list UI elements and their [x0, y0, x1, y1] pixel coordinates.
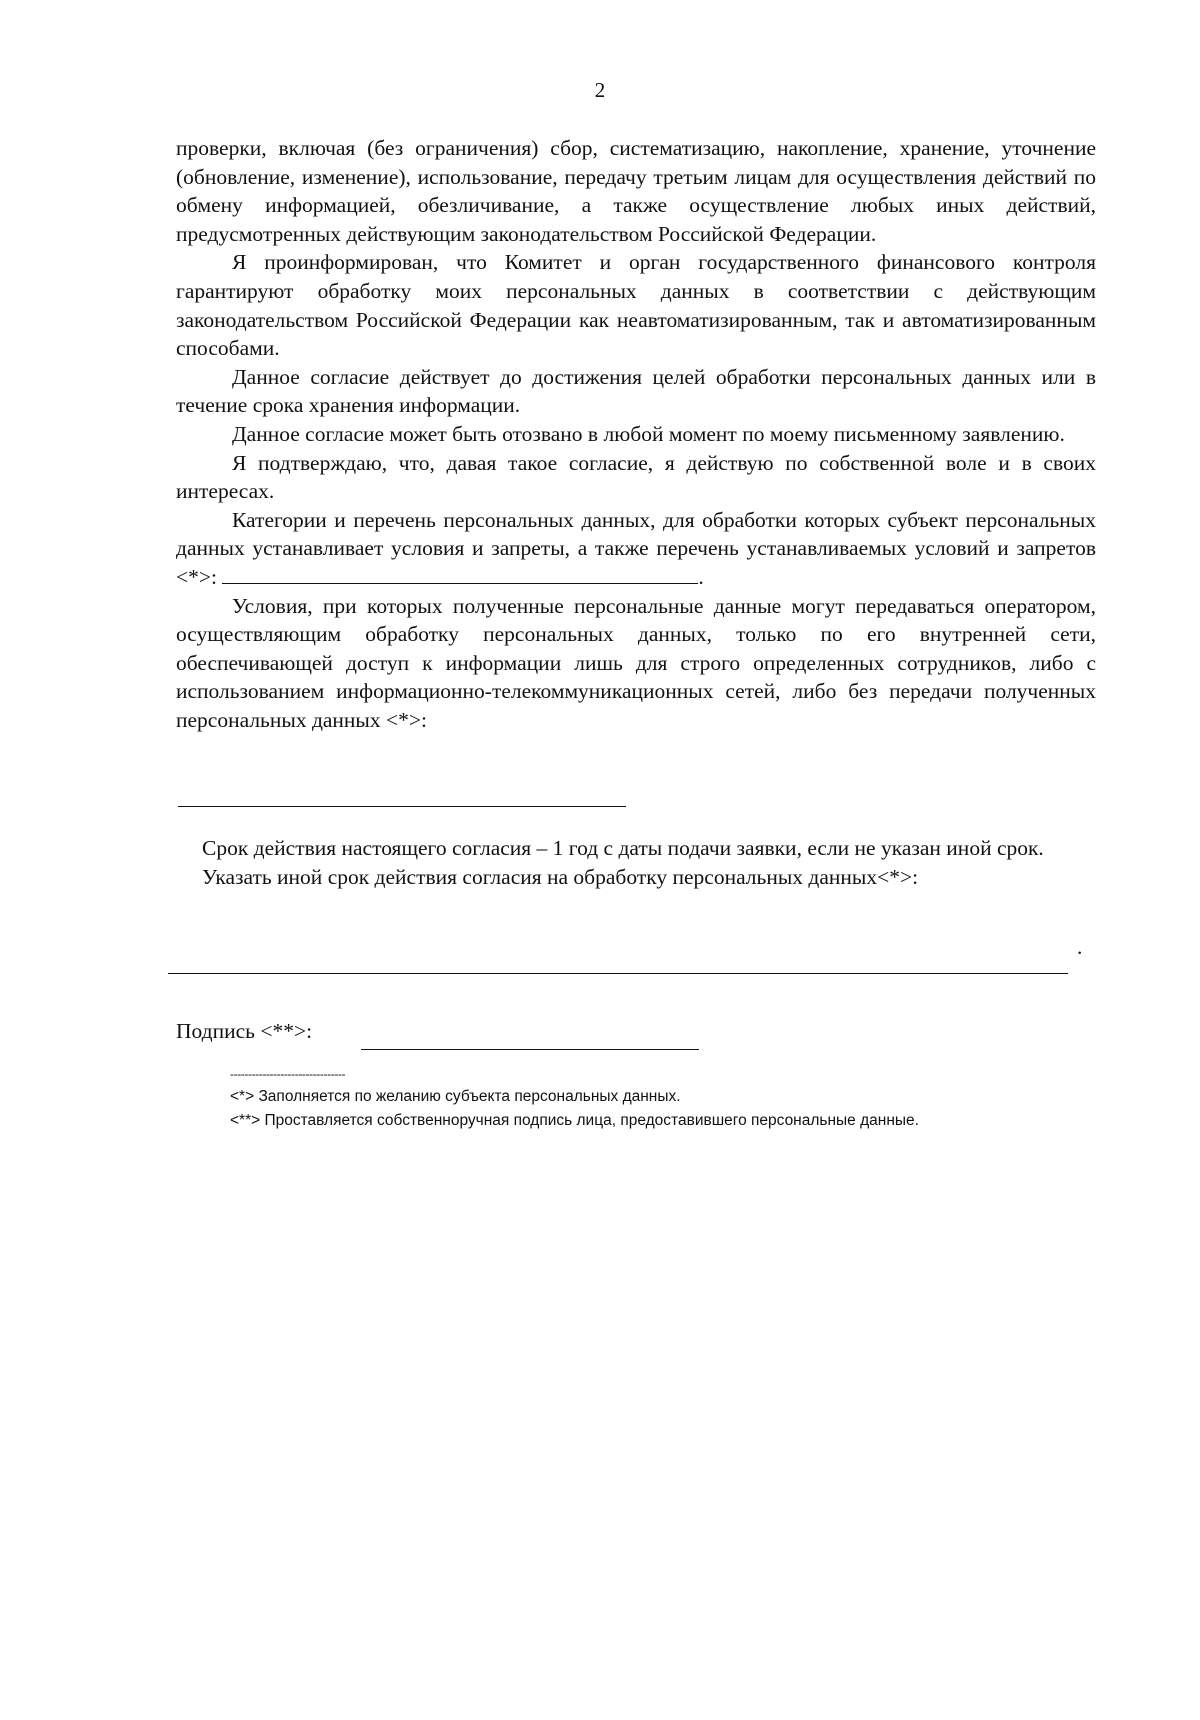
term-other-text: Указать иной срок действия согласия на обработку персональных данных<*>: [202, 864, 919, 889]
page-number: 2 [594, 78, 606, 102]
paragraph-validity: Данное согласие действует до достижения целей обработки персональных данных или в течение срока хранения информации. [176, 364, 1096, 418]
paragraph-free-will: Я подтверждаю, что, давая такое согласие, я действую по собственной воле и в своих интересах. [176, 450, 1096, 504]
paragraph-guarantee: Я проинформирован, что Комитет и орган государственного финансового контроля гарантируют обработку моих персональных данных в соответствии с действующим законодательством Российской Федерации как неавтоматизированным, так и автоматизированным способами. [176, 250, 1096, 361]
paragraph-processing-actions: проверки, включая (без ограничения) сбор, систематизацию, накопление, хранение, уточнение (обновление, изменение), использование, передачу третьим лицам для осуществления действий по обмену информацией, обезличивание, а также осуществление любых иных действий, предусмотренных действующим законодательством Российской Федерации. [176, 136, 1096, 246]
term-end-dot: . [1077, 935, 1083, 959]
categories-fill-line[interactable] [222, 565, 698, 584]
signature-label: Подпись <**>: [176, 1019, 313, 1043]
footnote-separator: -------------------------------- [230, 1067, 346, 1081]
footnotes [230, 1085, 919, 1133]
paragraph-revocation: Данное согласие может быть отозвано в любой момент по моему письменному заявлению. [232, 421, 1065, 446]
transfer-conditions-fill-line[interactable] [178, 806, 626, 807]
footnote-optional: <*> Заполняется по желанию субъекта персональных данных. [230, 1088, 681, 1105]
consent-body [176, 134, 1096, 734]
signature-fill-line[interactable] [361, 1049, 699, 1050]
term-section [176, 834, 1096, 891]
paragraph-transfer-conditions: Условия, при которых полученные персональные данные могут передаваться оператором, осуществляющим обработку персональных данных, только по его внутренней сети, обеспечивающей доступ к информации лишь для строго определенных сотрудников, либо с использованием информационно-телекоммуникационных сетей, либо без передачи полученных персональных данных <*>: [176, 593, 1096, 732]
paragraph-categories [176, 506, 1096, 592]
term-other-fill-line[interactable] [168, 973, 1068, 974]
categories-end-dot: . [698, 564, 704, 589]
categories-text: Категории и перечень персональных данных, для обработки которых субъект персональных данных устанавливает условия и запреты, а также перечень устанавливаемых условий и запретов <*>: [176, 507, 1096, 589]
term-default-text: Срок действия настоящего согласия – 1 год с даты подачи заявки, если не указан иной срок. [202, 836, 1044, 860]
footnote-signature: <**> Проставляется собственноручная подпись лица, предоставившего персональные данные. [230, 1112, 919, 1129]
